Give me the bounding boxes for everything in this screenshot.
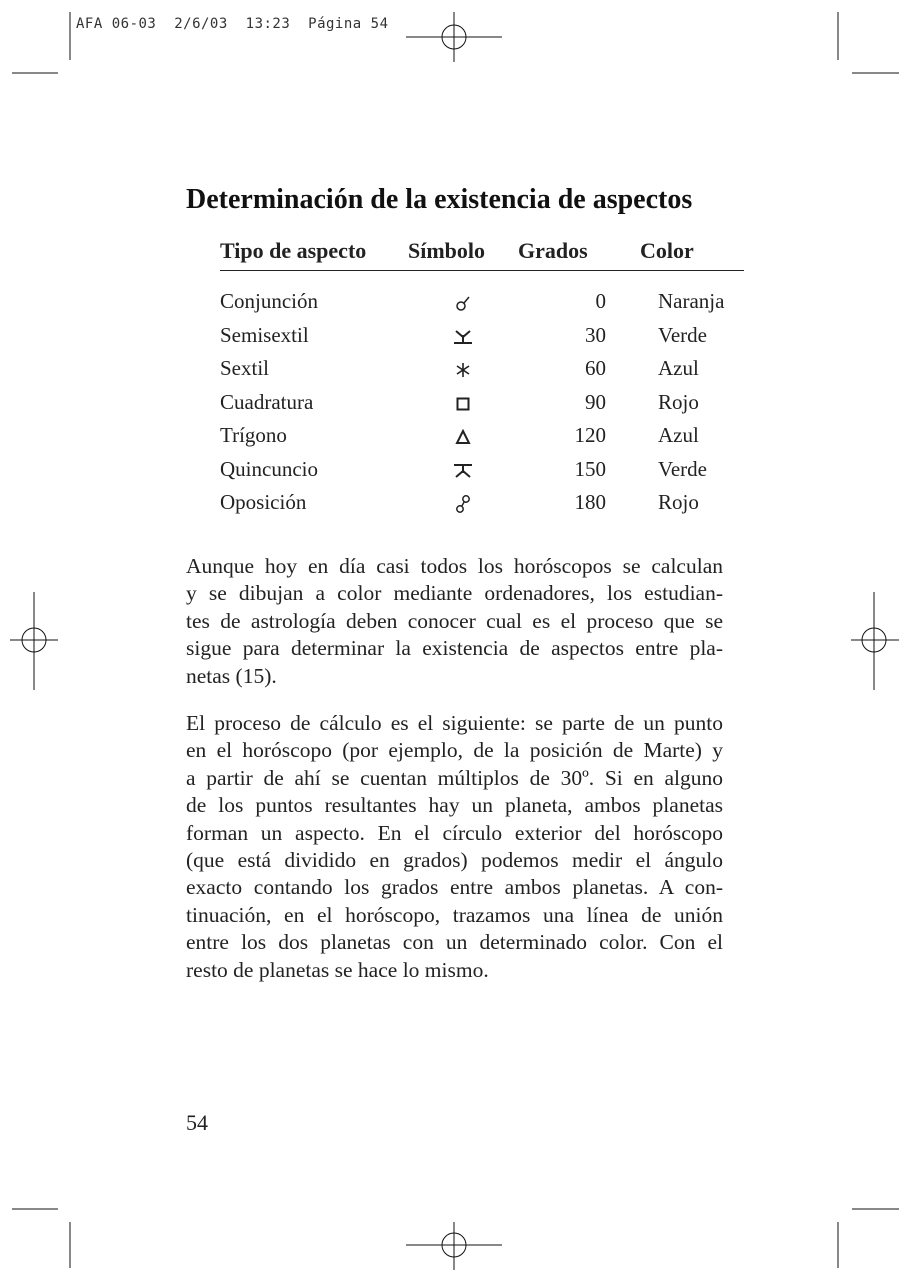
aspect-color: Azul bbox=[658, 356, 699, 381]
header-simbolo: Símbolo bbox=[408, 238, 518, 271]
text-line: Aunque hoy en día casi todos los horóscopos se calculan bbox=[186, 554, 723, 578]
semisextile-symbol-icon bbox=[408, 319, 518, 353]
text-line: sigue para determinar la existencia de aspectos entre pla- bbox=[186, 636, 723, 661]
text-line: de los puntos resultantes hay un planeta, ambos planetas bbox=[186, 793, 723, 818]
text-line: entre los dos planetas con un determinado color. Con el bbox=[186, 930, 723, 955]
aspect-degrees: 30 bbox=[585, 322, 606, 347]
text-line: en el horóscopo (por ejemplo, de la posición de Marte) y bbox=[186, 738, 723, 763]
sextile-symbol-icon bbox=[408, 352, 518, 386]
aspect-color: Verde bbox=[658, 322, 707, 347]
header-tipo: Tipo de aspecto bbox=[220, 238, 408, 271]
table-row bbox=[220, 285, 744, 319]
text-line: tes de astrología deben conocer cual es el proceso que se bbox=[186, 608, 723, 633]
table-row bbox=[220, 386, 744, 420]
page-number: 54 bbox=[186, 1110, 208, 1135]
aspect-color: Rojo bbox=[658, 490, 699, 515]
text-line: y se dibujan a color mediante ordenadores, los estudian- bbox=[186, 581, 723, 606]
header-grados: Grados bbox=[518, 238, 614, 271]
aspect-color: Naranja bbox=[658, 289, 725, 314]
table-row bbox=[220, 486, 744, 520]
aspect-color: Azul bbox=[658, 423, 699, 448]
table-row bbox=[220, 453, 744, 487]
paragraph-process bbox=[186, 710, 723, 984]
quincunx-symbol-icon bbox=[408, 453, 518, 487]
table-row bbox=[220, 419, 744, 453]
aspect-degrees: 180 bbox=[574, 490, 606, 515]
text-line: (que está dividido en grados) podemos medir el ángulo bbox=[186, 848, 723, 873]
aspect-degrees: 60 bbox=[585, 356, 606, 381]
table-header-row bbox=[220, 238, 744, 271]
text-line: forman un aspecto. En el círculo exterior del horóscopo bbox=[186, 820, 723, 845]
aspect-name: Semisextil bbox=[220, 322, 309, 347]
square-symbol-icon bbox=[408, 386, 518, 420]
text-line: a partir de ahí se cuentan múltiplos de 30º. Si en alguno bbox=[186, 765, 723, 790]
aspect-name: Trígono bbox=[220, 423, 287, 448]
aspect-degrees: 90 bbox=[585, 389, 606, 414]
aspects-table bbox=[220, 238, 744, 520]
trine-symbol-icon bbox=[408, 419, 518, 453]
aspect-degrees: 120 bbox=[574, 423, 606, 448]
aspect-degrees: 0 bbox=[595, 289, 606, 314]
aspect-color: Rojo bbox=[658, 389, 699, 414]
table-row bbox=[220, 352, 744, 386]
aspect-degrees: 150 bbox=[574, 456, 606, 481]
text-line: El proceso de cálculo es el siguiente: se parte de un punto bbox=[186, 711, 723, 735]
paragraph-intro bbox=[186, 553, 723, 690]
aspect-name: Conjunción bbox=[220, 289, 318, 314]
text-line: netas (15). bbox=[186, 663, 277, 688]
text-line: exacto contando los grados entre ambos planetas. A con- bbox=[186, 875, 723, 900]
header-color: Color bbox=[614, 238, 744, 271]
text-line: resto de planetas se hace lo mismo. bbox=[186, 957, 489, 982]
print-slug-line: AFA 06-03 2/6/03 13:23 Página 54 bbox=[76, 16, 389, 32]
section-title: Determinación de la existencia de aspectos bbox=[186, 184, 693, 215]
conjunction-symbol-icon bbox=[408, 285, 518, 319]
aspect-name: Sextil bbox=[220, 356, 270, 381]
aspect-color: Verde bbox=[658, 456, 707, 481]
text-line: tinuación, en el horóscopo, trazamos una línea de unión bbox=[186, 902, 723, 927]
aspect-name: Quincuncio bbox=[220, 456, 318, 481]
aspect-name: Cuadratura bbox=[220, 389, 314, 414]
opposition-symbol-icon bbox=[408, 486, 518, 520]
aspect-name: Oposición bbox=[220, 490, 307, 515]
table-row bbox=[220, 319, 744, 353]
